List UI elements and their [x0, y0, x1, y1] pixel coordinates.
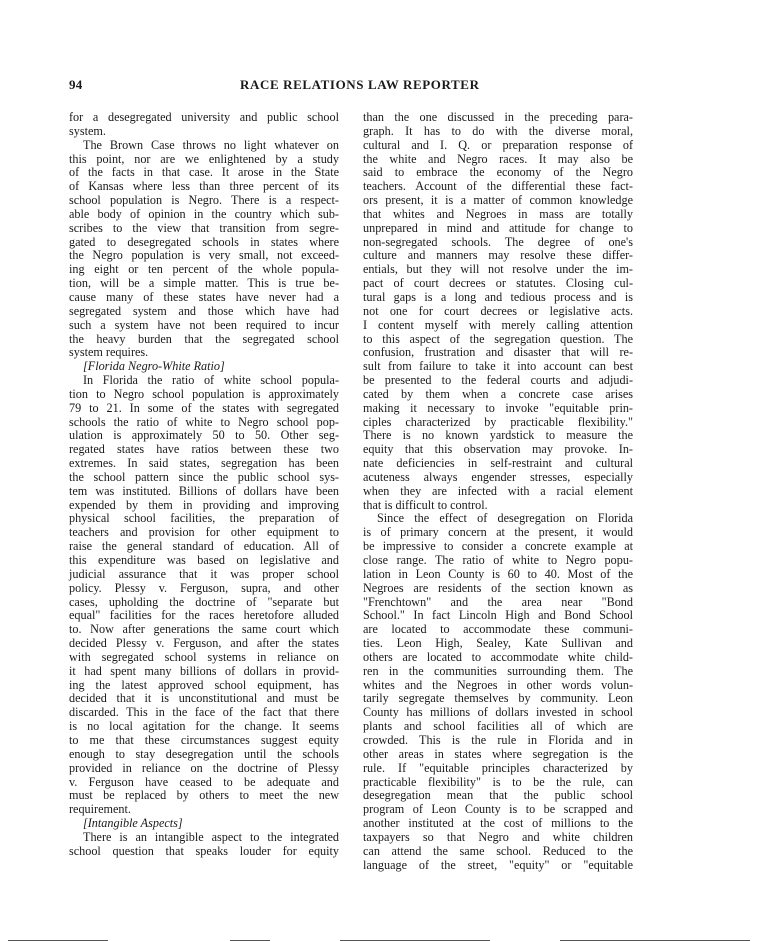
left-column-line: v. Ferguson have ceased to be adequate and — [69, 774, 339, 789]
right-column-line: nate deficiencies in self-restraint and cultural — [363, 456, 633, 471]
right-column-line: There is no known yardstick to measure the — [363, 428, 633, 443]
right-column-line: equity that this observation may provoke. In- — [363, 442, 633, 457]
left-column-line: The Brown Case throws no light whatever on — [83, 137, 339, 152]
left-column-line: such a system have not been required to incur — [69, 317, 339, 332]
left-column-line: tion, will be a simple matter. This is true be- — [69, 276, 339, 291]
left-column-line: policy. Plessy v. Ferguson, supra, and other — [69, 580, 339, 595]
left-column-line: segregated system and those which have had — [69, 303, 339, 318]
right-column-line: the white and Negro races. It may also be — [363, 151, 633, 166]
right-column-line: crowded. This is the rule in Florida and in — [363, 732, 633, 747]
left-column-line: to. Now after generations the same court which — [69, 622, 339, 637]
left-column-line: regated states have ratios between these two — [69, 442, 339, 457]
right-column-line: ren in the communities surrounding them. The — [363, 663, 633, 678]
right-column-line: desegregation mean that the public school — [363, 788, 633, 803]
right-column-line: cated by them when a concrete case arises — [363, 386, 633, 401]
right-column-line: ties. Leon High, Sealey, Kate Sullivan and — [363, 636, 633, 651]
right-column-line: Negroes are residents of the section known as — [363, 580, 633, 595]
right-column-line: tural gaps is a long and tedious process and is — [363, 289, 633, 304]
left-column-line: of Kansas where less than three percent of its — [69, 179, 339, 194]
left-column-line: physical school facilities, the preparation of — [69, 511, 339, 526]
right-column-line: non-segregated schools. The degree of one's — [363, 234, 633, 249]
right-column-line: not one for court decrees or legislative acts. — [363, 303, 633, 318]
left-column-line: There is an intangible aspect to the integrated — [83, 829, 339, 844]
left-column-line: school question that speaks louder for equity — [69, 843, 339, 858]
left-column-line: requirement. — [69, 802, 131, 817]
left-column-line: decided that it is unconstitutional and must be — [69, 691, 339, 706]
right-column-line: others are located to accommodate white child- — [363, 649, 633, 664]
right-column-line: I content myself with merely calling attention — [363, 317, 633, 332]
left-column-line: this point, nor are we enlightened by a study — [69, 151, 339, 166]
left-column-line: must be replaced by others to meet the new — [69, 788, 339, 803]
left-column-line: is no local agitation for the change. It seems — [69, 719, 339, 734]
right-column-line: can attend the same school. Reduced to the — [363, 843, 633, 858]
right-column-line: said to embrace the economy of the Negro — [363, 165, 633, 180]
left-column-line: system requires. — [69, 345, 149, 360]
left-column-line: the heavy burden that the segregated school — [69, 331, 339, 346]
right-column-line: tarily segregate themselves by community. Leon — [363, 691, 633, 706]
right-text-column — [363, 111, 633, 872]
right-column-line: close range. The ratio of white to Negro popu- — [363, 553, 633, 567]
page-header — [0, 77, 763, 93]
right-column-line: plants and school facilities all of which are — [363, 719, 633, 734]
left-column-line: discarded. This in the face of the fact that there — [69, 705, 339, 720]
right-column-line: ciples characterized by practicable flexibility." — [363, 414, 633, 429]
right-column-line: "Frenchtown" and the area near "Bond — [363, 594, 633, 609]
right-column-line: entials, but they will not resolve under the im- — [363, 262, 633, 277]
left-column-line: for a desegregated university and public school — [69, 110, 339, 124]
right-column-line: than the one discussed in the preceding para- — [363, 110, 633, 124]
left-column-line: ing eight or ten percent of the whole popula- — [69, 262, 339, 277]
right-column-line: sult from failure to take it into account can best — [363, 359, 633, 374]
right-column-line: lation in Leon County is 60 to 40. Most of the — [363, 566, 633, 581]
right-column-line: be presented to the federal courts and adjudi- — [363, 373, 633, 388]
right-column-line: practicable flexibility" is to be the rule, can — [363, 774, 633, 789]
right-column-line: Since the effect of desegregation on Florida — [377, 511, 633, 526]
left-column-line: scribes to the view that transition from segre- — [69, 220, 339, 235]
right-column-line: language of the street, "equity" or "equitable — [363, 857, 633, 872]
right-column-line: is of primary concern at the present, it would — [363, 525, 633, 540]
left-column-line: [Intangible Aspects] — [83, 816, 183, 831]
left-column-line: it had spent many billions of dollars in provid- — [69, 663, 339, 678]
left-column-line: school population is Negro. There is a respect- — [69, 193, 339, 208]
right-column-line: culture and manners may resolve these differ- — [363, 248, 633, 263]
left-text-column — [69, 111, 339, 859]
right-column-line: that is difficult to control. — [363, 497, 488, 512]
left-column-line: decided Plessy v. Ferguson, and after the states — [69, 636, 339, 651]
page-number: 94 — [69, 77, 83, 92]
running-head: RACE RELATIONS LAW REPORTER — [240, 77, 480, 92]
left-column-line: with segregated school systems in reliance on — [69, 649, 339, 664]
right-column-line: whites and the Negroes in other words volun- — [363, 677, 633, 692]
right-column-line: another instituted at the cost of millions to the — [363, 816, 633, 831]
right-column-line: teachers. Account of the differential these fact- — [363, 179, 633, 194]
right-column-line: taxpayers so that Negro and white children — [363, 829, 633, 844]
right-column-line: making it necessary to invoke "equitable prin- — [363, 400, 633, 415]
right-column-line: confusion, frustration and disaster that will re- — [363, 345, 633, 360]
left-column-line: teachers and provision for other equipment to — [69, 525, 339, 540]
left-column-line: this expenditure was based on legislative and — [69, 553, 339, 567]
left-column-line: 79 to 21. In some of the states with segregated — [69, 400, 339, 415]
left-column-line: tem was instituted. Billions of dollars have been — [69, 483, 339, 498]
left-column-line: enough to stay desegregation until the schools — [69, 746, 339, 761]
left-column-line: extremes. In said states, segregation has been — [69, 456, 339, 471]
left-column-line: [Florida Negro-White Ratio] — [83, 359, 225, 374]
right-column-line: graph. It has to do with the diverse moral, — [363, 123, 633, 138]
right-column-line: cultural and I. Q. or preparation response of — [363, 137, 633, 152]
left-column-line: the school pattern since the public school sys- — [69, 469, 339, 484]
right-column-line: County has millions of dollars invested in school — [363, 705, 633, 720]
left-column-line: expended by them in providing and improving — [69, 497, 339, 512]
right-column-line: that whites and Negroes in mass are totally — [363, 206, 633, 221]
left-column-line: provided in reliance on the doctrine of Plessy — [69, 760, 339, 775]
right-column-line: pact of court decrees or statutes. Closing cul- — [363, 276, 633, 291]
left-column-line: equal" facilities for the races heretofore alluded — [69, 608, 339, 623]
right-column-line: other areas in states where segregation is the — [363, 746, 633, 761]
left-column-line: to me that these circumstances suggest equity — [69, 732, 339, 747]
left-column-line: ulation is approximately 50 to 50. Other seg- — [69, 428, 339, 443]
right-column-line: unprepared in mind and attitude for change to — [363, 220, 633, 235]
right-column-line: to this aspect of the segregation question. The — [363, 331, 633, 346]
right-column-line: be impressive to consider a concrete example at — [363, 539, 633, 554]
left-column-line: of the facts in that case. It arose in the State — [69, 165, 339, 180]
right-column-line: when they are infected with a racial element — [363, 483, 633, 498]
left-column-line: the Negro population is very small, not exceed- — [69, 248, 339, 263]
left-column-line: cases, upholding the doctrine of "separate but — [69, 594, 339, 609]
left-column-line: In Florida the ratio of white school popula- — [83, 373, 339, 388]
left-column-line: able body of opinion in the country which sub- — [69, 206, 339, 221]
right-column-line: acuteness always engender stresses, especially — [363, 469, 633, 484]
left-column-line: gated to desegregated schools in states where — [69, 234, 339, 249]
right-column-line: School." In fact Lincoln High and Bond School — [363, 608, 633, 623]
left-column-line: judicial assurance that it was proper school — [69, 566, 339, 581]
left-column-line: cause many of these states have never had a — [69, 289, 339, 304]
left-column-line: raise the general standard of education. All of — [69, 539, 339, 554]
right-column-line: rule. If "equitable principles characterized by — [363, 760, 633, 775]
left-column-line: system. — [69, 123, 106, 138]
right-column-line: ors present, it is a matter of common knowledge — [363, 193, 633, 208]
left-column-line: schools the ratio of white to Negro school pop- — [69, 414, 339, 429]
right-column-line: are located to accommodate these communi- — [363, 622, 633, 637]
left-column-line: ing the latest approved school equipment, has — [69, 677, 339, 692]
right-column-line: program of Leon County is to be scrapped and — [363, 802, 633, 817]
left-column-line: tion to Negro school population is approximately — [69, 386, 339, 401]
